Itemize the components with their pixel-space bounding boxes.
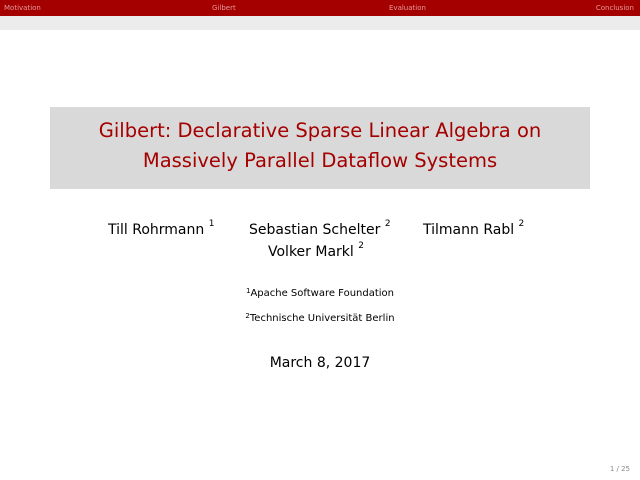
affiliation (0, 288, 640, 299)
author-name: Volker Markl (268, 244, 354, 260)
section-navbar (0, 0, 640, 16)
author (268, 241, 364, 260)
author-name: Sebastian Schelter (249, 222, 381, 238)
affiliation-mark: 2 (245, 312, 250, 320)
affiliation-name: Apache Software Foundation (250, 288, 395, 299)
affiliation-mark: 2 (384, 219, 391, 229)
nav-item-gilbert[interactable]: Gilbert (212, 4, 236, 12)
author (423, 219, 525, 238)
subsection-bar (0, 16, 640, 30)
affiliation-name: Technische Universität Berlin (249, 313, 395, 324)
author-name: Till Rohrmann (108, 222, 205, 238)
author-name: Tilmann Rabl (423, 222, 515, 238)
page-number: 1 / 25 (609, 465, 630, 473)
affiliation-mark: 1 (208, 219, 215, 229)
affiliation-mark: 2 (358, 241, 364, 251)
author (249, 219, 391, 238)
title-block (50, 107, 590, 189)
author (108, 219, 215, 238)
nav-item-motivation[interactable]: Motivation (4, 4, 41, 12)
affiliation-mark: 1 (245, 287, 251, 295)
presentation-date: March 8, 2017 (269, 355, 371, 371)
nav-item-conclusion[interactable]: Conclusion (595, 4, 634, 12)
title-line-1: Gilbert: Declarative Sparse Linear Algebra on (98, 119, 542, 142)
nav-item-evaluation[interactable]: Evaluation (389, 4, 426, 12)
affiliation-mark: 2 (518, 219, 525, 229)
title-line-2: Massively Parallel Dataflow Systems (142, 149, 498, 172)
affiliation (0, 313, 640, 324)
